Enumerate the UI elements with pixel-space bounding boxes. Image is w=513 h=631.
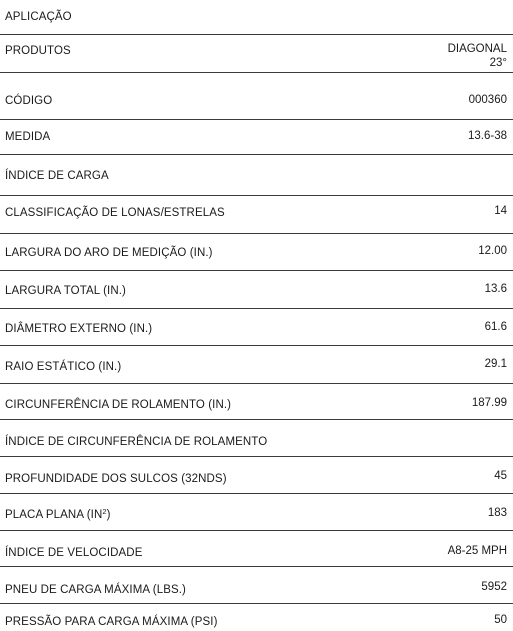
spec-value: 183: [487, 507, 507, 519]
spec-label: ÍNDICE DE VELOCIDADE: [5, 547, 143, 559]
spec-value: 000360: [468, 94, 507, 106]
spec-value: 61.6: [484, 321, 507, 333]
spec-label: PNEU DE CARGA MÁXIMA (LBS.): [5, 584, 186, 596]
spec-label: LARGURA DO ARO DE MEDIÇÃO (IN.): [5, 247, 213, 259]
spec-label: ÍNDICE DE CIRCUNFERÊNCIA DE ROLAMENTO: [5, 436, 268, 448]
spec-row-largura-total: [0, 271, 513, 306]
spec-label: MEDIDA: [5, 131, 51, 143]
superscript: 2: [102, 507, 107, 516]
spec-label: PRESSÃO PARA CARGA MÁXIMA (PSI): [5, 616, 218, 628]
spec-value: 50: [494, 614, 507, 626]
spec-row-pressao: [0, 604, 513, 631]
spec-value: 187.99: [471, 397, 507, 409]
spec-value: 13.6-38: [467, 130, 507, 142]
spec-row-sulcos: [0, 457, 513, 492]
spec-value-line: 23°: [489, 57, 507, 69]
spec-value: 13.6: [484, 283, 507, 295]
spec-row-aro: [0, 234, 513, 269]
spec-row-placa-plana: [0, 494, 513, 529]
spec-value: 45: [494, 470, 507, 482]
spec-label: CIRCUNFERÊNCIA DE ROLAMENTO (IN.): [5, 399, 232, 411]
spec-value: 12.00: [478, 245, 507, 257]
spec-value: A8-25 MPH: [447, 545, 507, 557]
spec-label: PRODUTOS: [5, 45, 71, 57]
spec-value: 29.1: [484, 358, 507, 370]
spec-value: [448, 42, 507, 70]
spec-label: [5, 509, 111, 521]
spec-label: DIÂMETRO EXTERNO (IN.): [5, 323, 153, 335]
spec-value-line: DIAGONAL: [447, 43, 507, 55]
spec-row-diametro: [0, 309, 513, 344]
spec-label: RAIO ESTÁTICO (IN.): [5, 361, 122, 373]
spec-row-indice-carga: [0, 155, 513, 190]
spec-label-text: PLACA PLANA (IN: [5, 509, 103, 521]
spec-label: APLICAÇÃO: [5, 11, 72, 23]
spec-row-codigo: [0, 73, 513, 108]
spec-row-raio: [0, 346, 513, 381]
spec-label: CLASSIFICAÇÃO DE LONAS/ESTRELAS: [5, 207, 225, 219]
spec-label: ÍNDICE DE CARGA: [5, 170, 109, 182]
spec-label: CÓDIGO: [5, 95, 53, 107]
spec-row-indice-circunferencia: [0, 420, 513, 455]
spec-row-carga-maxima: [0, 567, 513, 602]
spec-row-aplicacao: [0, 0, 513, 35]
spec-row-lonas: [0, 195, 513, 230]
spec-label-suffix: ): [106, 509, 111, 521]
spec-label: PROFUNDIDADE DOS SULCOS (32NDS): [5, 473, 227, 485]
spec-row-produtos: [0, 35, 513, 73]
spec-row-medida: [0, 120, 513, 155]
spec-row-circunferencia: [0, 384, 513, 419]
spec-label: LARGURA TOTAL (IN.): [5, 285, 126, 297]
spec-value: 5952: [481, 581, 507, 593]
spec-value: 14: [494, 205, 507, 217]
spec-row-velocidade: [0, 531, 513, 566]
